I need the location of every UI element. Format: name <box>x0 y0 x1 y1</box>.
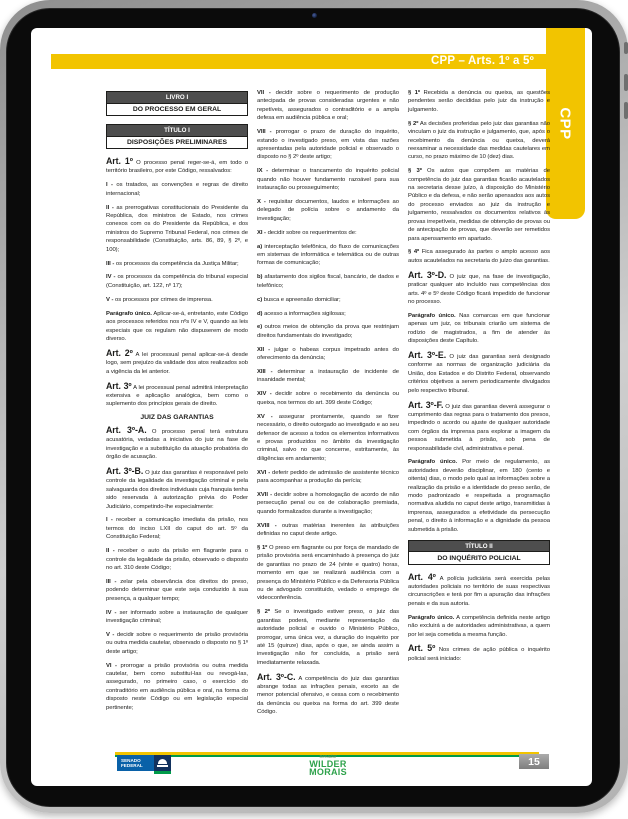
paragraph <box>257 296 399 304</box>
paragraph-lead: § 4º <box>408 249 420 256</box>
section-kicker: TÍTULO I <box>107 125 247 136</box>
paragraph-lead: Parágrafo único. <box>408 459 458 466</box>
paragraph-lead: § 1º <box>257 544 268 551</box>
paragraph <box>106 310 248 344</box>
paragraph-lead: § 2º <box>257 609 270 616</box>
article-paragraph <box>106 157 248 176</box>
article-paragraph <box>106 382 248 409</box>
paragraph <box>257 390 399 407</box>
paragraph <box>257 323 399 340</box>
paragraph-lead: XIII - <box>257 369 273 376</box>
paragraph-lead: X - <box>257 198 266 205</box>
power-button[interactable] <box>624 42 628 54</box>
paragraph <box>257 346 399 363</box>
section-kicker: TÍTULO II <box>409 541 549 552</box>
paragraph-lead: IV - <box>106 609 117 616</box>
paragraph-text: receber a comunicação imediata da prisão, nos termos do inciso LXII do caput do art. 5º da Constituição Federal; <box>106 517 248 541</box>
paragraph-text: Aplicar-se-á, entretanto, este Código aos processos referidos nos nºs IV e V, quando as leis especiais que os regulam não dispuserem de modo diverso. <box>106 310 248 342</box>
senado-federal-wordmark <box>117 755 154 771</box>
document-columns <box>106 89 550 749</box>
paragraph-text: Por meio de regulamento, as autoridades deverão disciplinar, em 180 (cento e oitenta) dias, o modo pelo qual as informações sobre a realização da prisão e a identidade do preso serão, de modo padronizado e respeitada a programação normativa aludida no caput deste artigo, transmitidas à imprensa, assegurados a efetividade da persecução penal, o direito à informação e a dignidade da pessoa submetida à prisão. <box>408 459 550 533</box>
section-title-box <box>408 540 550 565</box>
paragraph <box>408 458 550 534</box>
paragraph-lead: IV - <box>106 274 116 281</box>
paragraph-text: A lei processual penal aplicar-se-á desde logo, sem prejuízo da validade dos atos realizados sob a vigência da lei anterior. <box>106 351 248 375</box>
paragraph-lead: III - <box>106 578 117 585</box>
paragraph <box>408 120 550 162</box>
paragraph-lead: XVII - <box>257 491 272 498</box>
paragraph <box>106 631 248 656</box>
paragraph-lead: V - <box>106 631 115 638</box>
paragraph-text: julgar o habeas corpus impetrado antes do oferecimento da denúncia; <box>257 346 399 362</box>
paragraph-text: prorrogar a prisão provisória ou outra medida cautelar, bem como substituí-las ou revogá-las, assegurado, no primeiro caso, o exercício do contraditório em audiência pública e oral, na forma do disposto neste Código ou em legislação especial pertinente; <box>106 662 249 711</box>
paragraph-lead: b) <box>257 274 263 281</box>
paragraph-text: decidir sobre o requerimento de produção antecipada de provas consideradas urgentes e não repetíveis, assegurados o contraditório e a ampla defesa em audiência pública e oral; <box>257 90 399 122</box>
paragraph-text: busca e apreensão domiciliar; <box>263 296 341 303</box>
senator-last-name: MORAIS <box>309 766 347 777</box>
article-paragraph <box>408 351 550 395</box>
paragraph-text: O preso em flagrante ou por força de mandado de prisão provisória será encaminhado à presença do juiz de garantias no prazo de 24 (vinte e quatro) horas, momento em que se realizará audiência com a presença do Ministério Público e da Defensoria Pública ou de advogado constituído, vedado o emprego de videoconferência. <box>257 544 399 602</box>
paragraph-lead: Art. 4º <box>408 571 436 582</box>
paragraph <box>257 89 399 123</box>
paragraph-text: interceptação telefônica, do fluxo de comunicações em sistemas de informática e telemática ou de outras formas de comunicação; <box>257 243 399 267</box>
paragraph <box>106 260 248 268</box>
article-paragraph <box>408 271 550 307</box>
paragraph-text: decidir sobre o requerimento de prisão provisória ou outra medida cautelar, observado o disposto no § 1º deste artigo; <box>106 631 248 655</box>
paragraph-lead: § 1º <box>408 90 420 96</box>
paragraph-lead: XII - <box>257 346 271 353</box>
paragraph-text: A polícia judiciária será exercida pelas autoridades policiais no território de suas respectivas circunscrições e terá por fim a apuração das infrações penais e da sua autoria. <box>408 575 550 607</box>
paragraph-text: receber o auto da prisão em flagrante para o controle da legalidade da prisão, observado o disposto no art. 310 deste Código; <box>106 548 248 571</box>
article-paragraph <box>106 426 248 462</box>
paragraph-text: O juiz que, na fase de investigação, praticar qualquer ato incluído nas competências dos arts. 4º e 5º deste Código ficará impedido de funcionar no processo. <box>408 273 550 305</box>
paragraph <box>257 229 399 237</box>
dome-base-shape <box>157 765 168 767</box>
paragraph-text: decidir sobre a homologação de acordo de não persecução penal ou os de colaboração premiada, quando formalizados durante a investigação; <box>257 491 400 515</box>
paragraph <box>257 368 399 385</box>
text-column <box>257 89 399 749</box>
page-header-bar <box>51 54 585 69</box>
paragraph-text: Nas comarcas em que funcionar apenas um juiz, os tribunais criarão um sistema de rodízio de magistrados, a fim de atender às disposições deste Capítulo. <box>408 312 550 345</box>
paragraph-text: O processo penal reger-se-á, em todo o território brasileiro, por este Código, ressalvados: <box>106 160 248 175</box>
paragraph-text: A lei processual penal admitirá interpretação extensiva e aplicação analógica, bem como o suplemento dos princípios gerais de direito. <box>106 384 248 408</box>
page-header-label: CPP – Arts. 1º a 5º <box>431 55 534 67</box>
paragraph-text: os processos da competência da Justiça Militar; <box>115 260 239 267</box>
article-paragraph <box>408 644 550 663</box>
paragraph <box>408 248 550 265</box>
paragraph-lead: VII - <box>257 90 271 96</box>
section-title: DISPOSIÇÕES PRELIMINARES <box>107 136 247 149</box>
paragraph-lead: Art. 5º <box>408 643 436 654</box>
paragraph-lead: I - <box>106 182 113 189</box>
paragraph-lead: IX - <box>257 168 268 175</box>
paragraph-lead: § 3º <box>408 168 422 175</box>
paragraph-text: os processos da competência do tribunal especial (Constituição, art. 122, nº 17); <box>106 274 248 289</box>
paragraph-text: As decisões proferidas pelo juiz das garantias não vinculam o juiz da instrução e julgamento, que, após o recebimento da denúncia ou queixa, deverá reexaminar a necessidade das medidas cautelares em curso, no prazo máximo de 10 (dez) dias. <box>408 120 550 161</box>
paragraph <box>257 198 399 223</box>
paragraph-text: O juiz das garantias deverá assegurar o cumprimento das regras para o tratamento dos presos, impedindo o acordo ou ajuste de qualquer autoridade com órgãos da imprensa para explorar a imagem da pessoa submetida à prisão, sob pena de responsabilidade civil, administrativa e penal. <box>408 403 550 452</box>
section-tab-cpp[interactable] <box>546 28 585 219</box>
paragraph-lead: VIII - <box>257 129 272 136</box>
paragraph-lead: Art. 3º-F. <box>408 399 444 410</box>
paragraph-lead: d) <box>257 310 263 317</box>
paragraph-lead: Art. 3º-D. <box>408 269 447 280</box>
text-column <box>106 89 248 749</box>
paragraph <box>257 469 399 486</box>
paragraph <box>257 491 399 516</box>
section-title: DO INQUÉRITO POLICIAL <box>409 551 549 564</box>
senado-word-2: FEDERAL <box>121 763 143 768</box>
senator-first-name: WILDER <box>309 758 347 769</box>
paragraph-lead: XVI - <box>257 469 271 476</box>
senator-logo <box>278 754 378 776</box>
subheading: JUIZ DAS GARANTIAS <box>140 414 214 422</box>
paragraph <box>257 608 399 667</box>
paragraph-text: O juiz das garantias será designado conforme as normas de organização judiciária da União, dos Estados e do Distrito Federal, observando critérios objetivos a serem periodicamente divulgados pelo respectivo tribunal. <box>408 353 550 394</box>
dome-icon <box>158 759 167 764</box>
paragraph-lead: Parágrafo único. <box>408 312 456 319</box>
paragraph-lead: Art. 3º-A. <box>106 424 147 435</box>
section-title: DO PROCESSO EM GERAL <box>107 103 247 116</box>
paragraph-lead: Art. 3º-C. <box>257 671 296 682</box>
paragraph <box>106 609 248 626</box>
paragraph-lead: VI - <box>106 662 117 669</box>
front-camera-icon <box>312 13 317 18</box>
paragraph-lead: Art. 2º <box>106 347 133 358</box>
tablet-bezel <box>6 8 620 807</box>
paragraph <box>257 167 399 192</box>
paragraph <box>257 273 399 290</box>
paragraph <box>408 89 550 114</box>
paragraph-text: A competência definida neste artigo não excluirá a de autoridades administrativas, a quem por lei seja cometida a mesma função. <box>408 614 550 638</box>
paragraph-lead: c) <box>257 296 263 303</box>
paragraph <box>106 296 248 304</box>
paragraph <box>408 614 550 639</box>
paragraph-text: os processos por crimes de imprensa. <box>114 296 213 303</box>
paragraph <box>106 662 248 712</box>
paragraph-text: deferir pedido de admissão de assistente técnico para acompanhar a produção da perícia; <box>257 469 399 485</box>
paragraph <box>257 544 399 603</box>
article-paragraph <box>257 673 399 717</box>
paragraph-lead: Parágrafo único. <box>408 614 455 621</box>
document-screen[interactable] <box>31 28 592 786</box>
article-paragraph <box>106 349 248 376</box>
paragraph-text: Se o investigado estiver preso, o juiz das garantias poderá, mediante representação da autoridade policial e ouvido o Ministério Público, prorrogar, uma única vez, a duração do inquérito por até 15 (quinze) dias, após o que, se ainda assim a investigação não for concluída, a prisão será imediatamente relaxada. <box>257 609 399 666</box>
section-kicker: LIVRO I <box>107 92 247 103</box>
senado-federal-logo <box>117 755 171 771</box>
paragraph-text: assegurar prontamente, quando se fizer necessário, o direito outorgado ao investigado e ao seu defensor de acesso a todos os elementos informativos e provas produzidos no âmbito da investigação criminal, salvo no que concerne, estritamente, às diligências em andamento; <box>257 413 399 462</box>
paragraph <box>106 204 248 254</box>
paragraph <box>106 547 248 572</box>
paragraph <box>408 312 550 346</box>
paragraph-text: decidir sobre os requerimentos de: <box>267 229 357 236</box>
paragraph-lead: Art. 3º <box>106 380 132 391</box>
paragraph-lead: III - <box>106 260 115 267</box>
paragraph-text: decidir sobre o recebimento da denúncia ou queixa, nos termos do art. 399 deste Código; <box>257 391 400 406</box>
paragraph-lead: Art. 1º <box>106 156 133 166</box>
paragraph-text: determinar a instauração de incidente de insanidade mental; <box>257 369 399 384</box>
paragraph <box>408 167 550 243</box>
paragraph-text: acesso a informações sigilosas; <box>264 310 346 317</box>
paragraph-text: Nos crimes de ação pública o inquérito policial será iniciado: <box>408 647 550 662</box>
paragraph <box>257 522 399 539</box>
senado-emblem-icon <box>154 755 171 771</box>
paragraph-lead: Art. 3º-B. <box>106 465 144 476</box>
paragraph-lead: XVIII - <box>257 522 277 529</box>
paragraph-lead: XV - <box>257 413 273 420</box>
page-number: 15 <box>519 754 549 769</box>
paragraph <box>106 181 248 198</box>
paragraph-lead: Parágrafo único. <box>106 310 152 317</box>
senator-title: Senador <box>319 754 337 759</box>
paragraph-lead: Art. 3º-E. <box>408 349 447 360</box>
paragraph <box>257 128 399 162</box>
section-tab-label: CPP <box>557 107 574 140</box>
article-paragraph <box>106 467 248 511</box>
paragraph-lead: e) <box>257 324 263 331</box>
paragraph-text: os tratados, as convenções e regras de direito internacional; <box>106 182 248 197</box>
paragraph-text: Fica assegurado às partes o amplo acesso aos autos acautelados na secretaria do juízo das garantias. <box>408 249 550 264</box>
paragraph <box>106 516 248 541</box>
paragraph-text: O processo penal terá estrutura acusatória, vedadas a iniciativa do juiz na fase de investigação e a substituição da atuação probatória do órgão de acusação. <box>106 428 248 460</box>
paragraph <box>257 413 399 463</box>
paragraph-lead: XIV - <box>257 391 272 398</box>
paragraph-text: afastamento dos sigilos fiscal, bancário, de dados e telefônico; <box>257 274 399 289</box>
paragraph <box>106 273 248 290</box>
section-title-box <box>106 124 248 149</box>
paragraph-lead: a) <box>257 243 263 250</box>
paragraph <box>257 243 399 268</box>
paragraph-lead: V - <box>106 296 114 303</box>
paragraph-text: O juiz das garantias é responsável pelo controle da legalidade da investigação criminal e pela salvaguarda dos direitos individuais cuja franquia tenha sido reservada à autorização prévia do Poder Judiciário, competindo-lhe especialmente: <box>106 469 248 510</box>
paragraph-text: requisitar documentos, laudos e informações ao delegado de polícia sobre o andamento da investigação; <box>257 198 399 222</box>
paragraph <box>257 310 399 318</box>
paragraph-lead: XI - <box>257 229 266 236</box>
senado-green-strip <box>154 771 171 774</box>
paragraph-lead: § 2º <box>408 120 419 127</box>
paragraph-text: ser informado sobre a instauração de qualquer investigação criminal; <box>106 609 248 624</box>
paragraph-text: Os autos que compõem as matérias de competência do juiz das garantias ficarão acautelados na secretaria desse juízo, à disposição do Ministério Público e da defesa, e não serão apensados aos autos do processo enviados ao juiz da instrução e julgamento, ressalvados os documentos relativos às provas irrepetíveis, medidas de obtenção de provas ou de antecipação de provas, que deverão ser remetidos para apensamento em apartado. <box>408 168 550 242</box>
paragraph-text: prorrogar o prazo de duração do inquérito, estando o investigado preso, em vista das razões apresentadas pela autoridade policial e observado o disposto no § 2º deste artigo; <box>257 129 399 161</box>
senado-word-1: SENADO <box>121 757 141 763</box>
article-paragraph <box>408 401 550 453</box>
volume-up-button[interactable] <box>624 74 628 91</box>
volume-down-button[interactable] <box>624 102 628 119</box>
paragraph-text: zelar pela observância dos direitos do preso, podendo determinar que este seja conduzido à sua presença, a qualquer tempo; <box>106 578 248 602</box>
paragraph-text: outros meios de obtenção da prova que restrinjam direitos fundamentais do investigado; <box>257 324 400 339</box>
paragraph-text: Recebida a denúncia ou queixa, as questões pendentes serão decididas pelo juiz da instrução e julgamento. <box>408 90 550 113</box>
paragraph-lead: II - <box>106 204 114 211</box>
section-title-box <box>106 91 248 116</box>
paragraph-text: as prerrogativas constitucionais do Presidente da República, dos ministros de Estado, nos crimes conexos com os do Presidente da República, e dos ministros do Supremo Tribunal Federal, nos crimes de responsabilidade (Constituição, arts. 86, 89, § 2º, e 100); <box>106 204 248 253</box>
article-paragraph <box>408 573 550 609</box>
text-column <box>408 89 550 749</box>
paragraph-lead: I - <box>106 517 113 524</box>
paragraph-text: determinar o trancamento do inquérito policial quando não houver fundamento razoável para sua instauração ou prosseguimento; <box>257 168 399 192</box>
paragraph-lead: II - <box>106 548 115 555</box>
paragraph <box>106 578 248 603</box>
paragraph-text: A competência do juiz das garantias abrange todas as infrações penais, exceto as de menor potencial ofensivo, e cessa com o recebimento da denúncia ou queixa na forma do art. 399 deste Código. <box>257 675 399 716</box>
paragraph-text: outras matérias inerentes às atribuições definidas no caput deste artigo. <box>257 522 399 538</box>
